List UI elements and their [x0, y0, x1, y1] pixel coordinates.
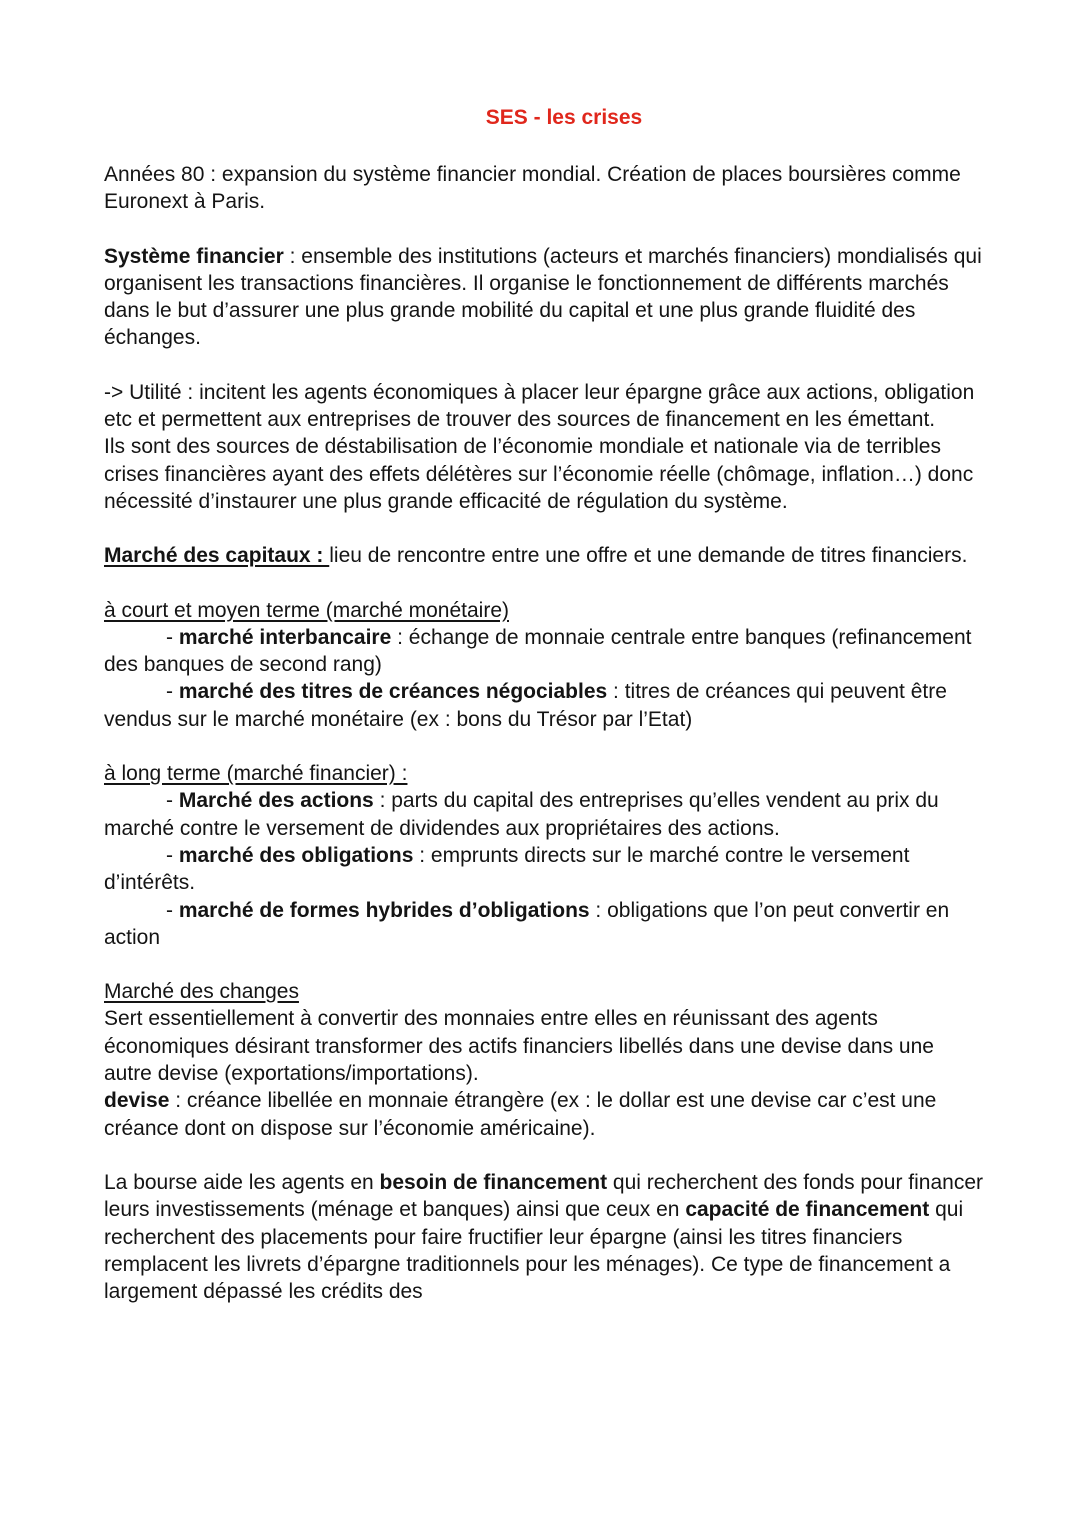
capacite-financement-term: capacité de financement: [685, 1198, 930, 1222]
spacer: [104, 352, 984, 379]
item-definition: : titres de créances qui peuvent être vendus sur le marché monétaire (ex : bons du Trésor par l’Etat): [104, 680, 947, 731]
besoin-financement-term: besoin de financement: [379, 1170, 608, 1194]
devise-definition: : créance libellée en monnaie étrangère (ex : le dollar est une devise car c’est une créance dont on dispose sur l’économie américaine).: [104, 1089, 937, 1140]
court-terme-heading: à court et moyen terme (marché monétaire): [104, 598, 509, 622]
spacer: [104, 1142, 984, 1169]
item-definition: : obligations que l’on peut convertir en action: [104, 898, 950, 949]
long-terme-item: - marché de formes hybrides d’obligations : obligations que l’on peut convertir en action: [104, 898, 950, 949]
devise-term: devise: [104, 1089, 170, 1113]
marche-capitaux-paragraph: [104, 542, 984, 569]
item-term: marché des titres de créances négociables: [178, 680, 608, 704]
court-terme-item: - marché des titres de créances négociables : titres de créances qui peuvent être vendus sur le marché monétaire (ex : bons du Trésor par l’Etat): [104, 680, 947, 731]
long-terme-item: - marché des obligations : emprunts directs sur le marché contre le versement d’intérêts.: [104, 843, 910, 895]
item-term: marché de formes hybrides d’obligations: [178, 898, 590, 922]
systeme-financier-term: Système financier: [104, 244, 284, 268]
bourse-paragraph: La bourse aide les agents en besoin de financement qui recherchent des fonds pour financer leurs investissements (ménage et banques) ainsi que ceux en capacité de financement qui recherchent des placements pour faire fructifier leur épargne (ainsi les titres financiers remplacent les livrets d’épargne traditionnels pour les ménages). Ce type de financement a largement dépassé les crédits des: [104, 1170, 983, 1304]
marche-changes-heading: Marché des changes: [104, 980, 299, 1004]
item-term: Marché des actions: [178, 789, 374, 813]
item-definition: : emprunts directs sur le marché contre le versement d’intérêts.: [104, 843, 910, 895]
spacer: [104, 570, 984, 597]
systeme-financier-paragraph: [104, 243, 984, 352]
item-term: marché des obligations: [178, 843, 414, 867]
utilite-paragraph: -> Utilité : incitent les agents économiques à placer leur épargne grâce aux actions, obligation etc et permettent aux entreprises de trouver des sources de financement en les émettant.: [104, 380, 975, 432]
systeme-financier-definition: : ensemble des institutions (acteurs et marchés financiers) mondialisés qui organisent les transactions financières. Il organise le fonctionnement de différents marchés dans le but d’assurer une plus grande mobilité du capital et une plus grande fluidité des échanges.: [104, 244, 982, 350]
spacer: [104, 515, 984, 542]
marche-changes-text: Sert essentiellement à convertir des monnaies entre elles en réunissant des agents économiques désirant transformer des actifs financiers libellés dans une devise dans une autre devise (exportations/importations).: [104, 1007, 934, 1086]
spacer: [104, 951, 984, 978]
spacer: [104, 733, 984, 760]
long-terme-item: - Marché des actions : parts du capital des entreprises qu’elles vendent au prix du marché contre le versement de dividendes aux propriétaires des actions.: [104, 789, 939, 840]
marche-capitaux-definition: lieu de rencontre entre une offre et une demande de titres financiers.: [329, 544, 968, 568]
spacer: [104, 216, 984, 243]
page-title: SES - les crises: [485, 106, 643, 129]
item-term: marché interbancaire: [178, 625, 392, 649]
item-definition: : parts du capital des entreprises qu’elles vendent au prix du marché contre le versement de dividendes aux propriétaires des actions.: [104, 789, 939, 840]
court-terme-item: - marché interbancaire : échange de monnaie centrale entre banques (refinancement des banques de second rang): [104, 625, 972, 677]
intro-paragraph: Années 80 : expansion du système financier mondial. Création de places boursières comme Euronext à Paris.: [104, 163, 961, 214]
item-definition: : échange de monnaie centrale entre banques (refinancement des banques de second rang): [104, 625, 972, 677]
long-terme-heading: à long terme (marché financier) :: [104, 762, 408, 786]
document-page: [104, 103, 984, 1305]
marche-capitaux-term: Marché des capitaux :: [104, 544, 330, 568]
destabilisation-paragraph: Ils sont des sources de déstabilisation de l’économie mondiale et nationale via de terribles crises financières ayant des effets délétères sur l’économie réelle (chômage, inflation…) donc nécessité d’instaurer une plus grande efficacité de régulation du système.: [104, 435, 974, 513]
devise-paragraph: [104, 1087, 984, 1142]
